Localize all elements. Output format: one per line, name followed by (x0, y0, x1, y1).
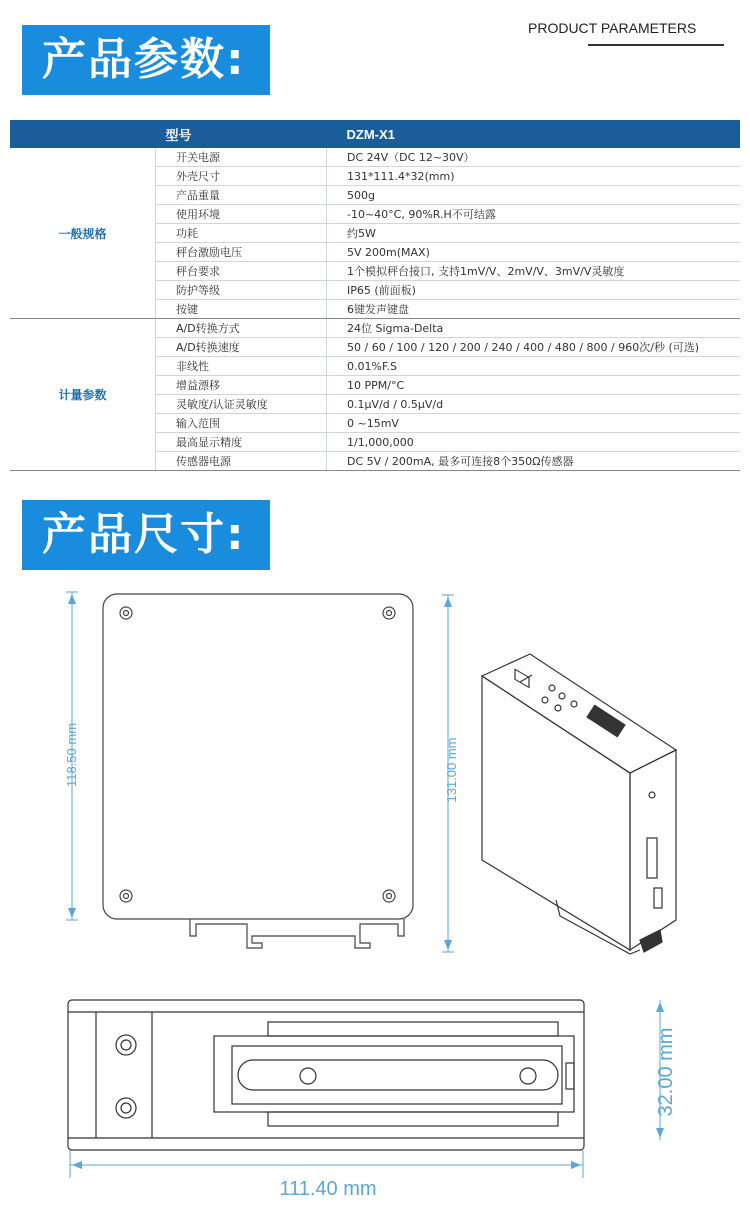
isometric-view (482, 654, 676, 954)
spec-value: DC 24V（DC 12~30V） (327, 148, 741, 167)
screw-icon (120, 890, 132, 902)
screw-icon (383, 607, 395, 619)
total-height-label: 131.00 mm (444, 737, 459, 803)
spec-label: 非线性 (156, 357, 327, 376)
spec-value: 50 / 60 / 100 / 120 / 200 / 240 / 400 / 480 / 800 / 960次/秒 (可选) (327, 338, 741, 357)
spec-value: 131*111.4*32(mm) (327, 167, 741, 186)
spec-label: 最高显示精度 (156, 433, 327, 452)
spec-value: 0.1μV/d / 0.5μV/d (327, 395, 741, 414)
spec-label: 开关电源 (156, 148, 327, 167)
size-banner: 产品尺寸: (22, 500, 270, 570)
product-parameters-heading: PRODUCT PARAMETERS (528, 20, 697, 36)
spec-label: 秤台要求 (156, 262, 327, 281)
spec-value: 1/1,000,000 (327, 433, 741, 452)
spec-value: 6键发声键盘 (327, 300, 741, 319)
spec-category: 一般规格 (10, 148, 156, 319)
spec-value: 1个模拟秤台接口, 支持1mV/V、2mV/V、3mV/V灵敏度 (327, 262, 741, 281)
terminal-icon (116, 1035, 136, 1055)
side-view (68, 1000, 584, 1150)
spec-label: 使用环境 (156, 205, 327, 224)
spec-table (10, 120, 740, 471)
spec-value: IP65 (前面板) (327, 281, 741, 300)
spec-label: 产品重量 (156, 186, 327, 205)
spec-value: -10~40°C, 90%R.H不可结露 (327, 205, 741, 224)
col-model-value: DZM-X1 (327, 120, 741, 148)
spec-value: 24位 Sigma-Delta (327, 319, 741, 338)
screw-icon (383, 890, 395, 902)
params-banner: 产品参数: (22, 25, 270, 95)
spec-label: 防护等级 (156, 281, 327, 300)
depth-label: 32.00 mm (655, 1027, 677, 1117)
spec-row (10, 148, 740, 167)
spec-label: A/D转换方式 (156, 319, 327, 338)
spec-label: 外壳尺寸 (156, 167, 327, 186)
spec-label: 灵敏度/认证灵敏度 (156, 395, 327, 414)
spec-label: A/D转换速度 (156, 338, 327, 357)
front-height-label: 118.50 mm (64, 722, 79, 788)
heading-underline (588, 44, 724, 46)
spec-label: 秤台激励电压 (156, 243, 327, 262)
spec-label: 传感器电源 (156, 452, 327, 471)
spec-value: 0 ~15mV (327, 414, 741, 433)
spec-row (10, 319, 740, 338)
spec-value: 10 PPM/°C (327, 376, 741, 395)
col-model-header: 型号 (10, 120, 327, 148)
front-view (103, 594, 413, 948)
spec-value: 0.01%F.S (327, 357, 741, 376)
spec-value: 5V 200m(MAX) (327, 243, 741, 262)
spec-value: DC 5V / 200mA, 最多可连接8个350Ω传感器 (327, 452, 741, 471)
width-label: 111.40 mm (279, 1178, 377, 1200)
spec-category: 计量参数 (10, 319, 156, 471)
spec-value: 约5W (327, 224, 741, 243)
dimension-drawings (0, 580, 750, 1229)
spec-label: 按键 (156, 300, 327, 319)
spec-value: 500g (327, 186, 741, 205)
spec-table-body (10, 148, 740, 471)
screw-icon (120, 607, 132, 619)
spec-label: 增益漂移 (156, 376, 327, 395)
spec-label: 输入范围 (156, 414, 327, 433)
spec-label: 功耗 (156, 224, 327, 243)
terminal-icon (116, 1098, 136, 1118)
